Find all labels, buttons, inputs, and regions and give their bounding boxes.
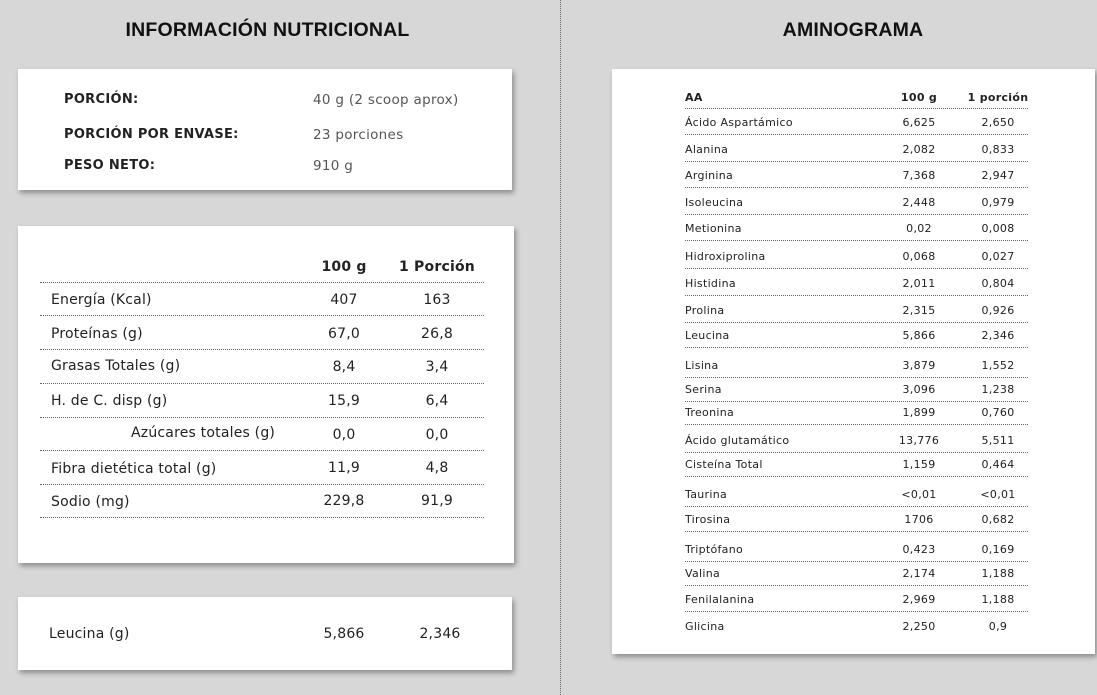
amino-acid-100g: 3,879	[902, 359, 936, 372]
amino-acid-portion: 0,464	[981, 458, 1015, 471]
aminogram-header-100g: 100 g	[900, 91, 938, 104]
amino-acid-name: Arginina	[685, 169, 734, 182]
amino-acid-name: Tirosina	[685, 513, 731, 526]
row-separator	[685, 108, 1028, 109]
row-separator	[685, 424, 1028, 425]
amino-acid-100g: 0,423	[902, 543, 936, 556]
amino-acid-name: Ácido glutamático	[685, 434, 790, 447]
nutrition-header-100g: 100 g	[321, 259, 367, 275]
row-separator	[685, 401, 1028, 402]
row-separator	[685, 187, 1028, 188]
amino-acid-name: Hidroxiprolina	[685, 250, 766, 263]
servings-per-container-row	[64, 127, 494, 147]
row-separator	[685, 531, 1028, 532]
amino-acid-name: Prolina	[685, 304, 725, 317]
amino-acid-100g: 1706	[904, 513, 934, 526]
aminogram-heading: AMINOGRAMA	[782, 19, 924, 41]
amino-acid-name: Alanina	[685, 143, 729, 156]
amino-acid-name: Ácido Aspartámico	[685, 116, 793, 129]
fat-portion: 3,4	[425, 359, 449, 375]
amino-acid-100g: 13,776	[898, 434, 940, 447]
row-separator	[685, 506, 1028, 507]
serving-size-row	[64, 92, 494, 112]
row-separator	[40, 383, 484, 384]
amino-acid-portion: 1,188	[981, 567, 1015, 580]
row-separator	[40, 484, 484, 485]
amino-acid-name: Triptófano	[685, 543, 744, 556]
amino-acid-100g: 2,969	[902, 593, 936, 606]
servings-per-container-label: PORCIÓN POR ENVASE:	[64, 127, 239, 142]
amino-acid-portion: 2,947	[981, 169, 1015, 182]
row-separator	[685, 585, 1028, 586]
row-separator	[40, 349, 484, 350]
nutrition-header-portion: 1 Porción	[399, 259, 475, 275]
amino-acid-name: Treonina	[685, 406, 735, 419]
protein-label: Proteínas (g)	[51, 326, 143, 342]
net-weight-label: PESO NETO:	[64, 158, 156, 173]
servings-per-container-value: 23 porciones	[313, 127, 404, 143]
leucine-label: Leucina (g)	[49, 626, 130, 642]
leucine-100g: 5,866	[323, 626, 365, 642]
sugars-portion: 0,0	[425, 427, 449, 443]
sugars-100g: 0,0	[332, 427, 356, 443]
amino-acid-name: Fenilalanina	[685, 593, 755, 606]
amino-acid-name: Lisina	[685, 359, 719, 372]
amino-acid-100g: <0,01	[901, 488, 937, 501]
protein-portion: 26,8	[421, 326, 453, 342]
amino-acid-100g: 1,899	[902, 406, 936, 419]
amino-acid-name: Taurina	[685, 488, 728, 501]
leucine-portion: 2,346	[419, 626, 461, 642]
amino-acid-100g: 7,368	[902, 169, 936, 182]
row-separator	[685, 347, 1028, 348]
carbs-100g: 15,9	[328, 393, 360, 409]
amino-acid-100g: 1,159	[902, 458, 936, 471]
protein-100g: 67,0	[328, 326, 360, 342]
amino-acid-100g: 3,096	[902, 383, 936, 396]
amino-acid-100g: 2,315	[902, 304, 936, 317]
aminogram-card	[612, 69, 1095, 654]
amino-acid-100g: 2,011	[902, 277, 936, 290]
serving-info-card	[18, 69, 512, 190]
amino-acid-portion: 0,027	[981, 250, 1015, 263]
row-separator	[685, 295, 1028, 296]
column-divider	[560, 0, 561, 695]
amino-acid-portion: 0,979	[981, 196, 1015, 209]
sugars-label: Azúcares totales (g)	[131, 425, 276, 441]
fiber-label: Fibra dietética total (g)	[51, 461, 217, 477]
row-separator	[685, 268, 1028, 269]
row-separator	[685, 611, 1028, 612]
amino-acid-portion: 1,238	[981, 383, 1015, 396]
amino-acid-portion: 2,346	[981, 329, 1015, 342]
amino-acid-portion: 0,9	[988, 620, 1008, 633]
energy-label: Energía (Kcal)	[51, 292, 152, 308]
energy-100g: 407	[330, 292, 358, 308]
aminogram-header-portion: 1 porción	[967, 91, 1029, 104]
fiber-portion: 4,8	[425, 460, 449, 476]
amino-acid-portion: 0,804	[981, 277, 1015, 290]
energy-portion: 163	[423, 292, 451, 308]
amino-acid-name: Isoleucina	[685, 196, 744, 209]
row-separator	[40, 417, 484, 418]
row-separator	[685, 161, 1028, 162]
amino-acid-portion: 1,188	[981, 593, 1015, 606]
fiber-100g: 11,9	[328, 460, 360, 476]
row-separator	[685, 476, 1028, 477]
nutrition-info-heading: INFORMACIÓN NUTRICIONAL	[125, 19, 410, 41]
serving-size-label: PORCIÓN:	[64, 92, 139, 107]
amino-acid-portion: 1,552	[981, 359, 1015, 372]
amino-acid-portion: <0,01	[980, 488, 1016, 501]
serving-size-value: 40 g (2 scoop aprox)	[313, 92, 459, 108]
aminogram-header-aa: AA	[685, 91, 703, 104]
amino-acid-name: Cisteína Total	[685, 458, 763, 471]
amino-acid-100g: 2,448	[902, 196, 936, 209]
row-separator	[685, 377, 1028, 378]
row-separator	[685, 561, 1028, 562]
sodium-portion: 91,9	[421, 493, 453, 509]
amino-acid-portion: 0,760	[981, 406, 1015, 419]
amino-acid-portion: 0,682	[981, 513, 1015, 526]
row-separator	[40, 282, 484, 283]
amino-acid-100g: 5,866	[902, 329, 936, 342]
amino-acid-100g: 2,082	[902, 143, 936, 156]
row-separator	[685, 322, 1028, 323]
row-separator	[40, 315, 484, 316]
row-separator	[685, 240, 1028, 241]
amino-acid-portion: 0,169	[981, 543, 1015, 556]
nutrition-table-card	[18, 226, 514, 563]
amino-acid-name: Metionina	[685, 222, 742, 235]
row-separator	[685, 214, 1028, 215]
net-weight-value: 910 g	[313, 158, 354, 174]
net-weight-row	[64, 158, 494, 178]
amino-acid-name: Histidina	[685, 277, 736, 290]
amino-acid-100g: 6,625	[902, 116, 936, 129]
amino-acid-portion: 5,511	[981, 434, 1015, 447]
amino-acid-name: Valina	[685, 567, 721, 580]
sodium-100g: 229,8	[323, 493, 365, 509]
sodium-label: Sodio (mg)	[51, 494, 130, 510]
carbs-label: H. de C. disp (g)	[51, 393, 168, 409]
amino-acid-name: Leucina	[685, 329, 730, 342]
amino-acid-portion: 0,926	[981, 304, 1015, 317]
amino-acid-name: Serina	[685, 383, 722, 396]
carbs-portion: 6,4	[425, 393, 449, 409]
leucine-card	[18, 597, 512, 670]
amino-acid-100g: 0,02	[906, 222, 932, 235]
amino-acid-portion: 0,833	[981, 143, 1015, 156]
fat-100g: 8,4	[332, 359, 356, 375]
amino-acid-portion: 2,650	[981, 116, 1015, 129]
amino-acid-100g: 0,068	[902, 250, 936, 263]
amino-acid-portion: 0,008	[981, 222, 1015, 235]
amino-acid-100g: 2,174	[902, 567, 936, 580]
row-separator	[685, 452, 1028, 453]
fat-label: Grasas Totales (g)	[51, 358, 181, 374]
amino-acid-name: Glicina	[685, 620, 725, 633]
row-separator	[40, 450, 484, 451]
row-separator	[685, 134, 1028, 135]
row-separator	[40, 517, 484, 518]
amino-acid-100g: 2,250	[902, 620, 936, 633]
